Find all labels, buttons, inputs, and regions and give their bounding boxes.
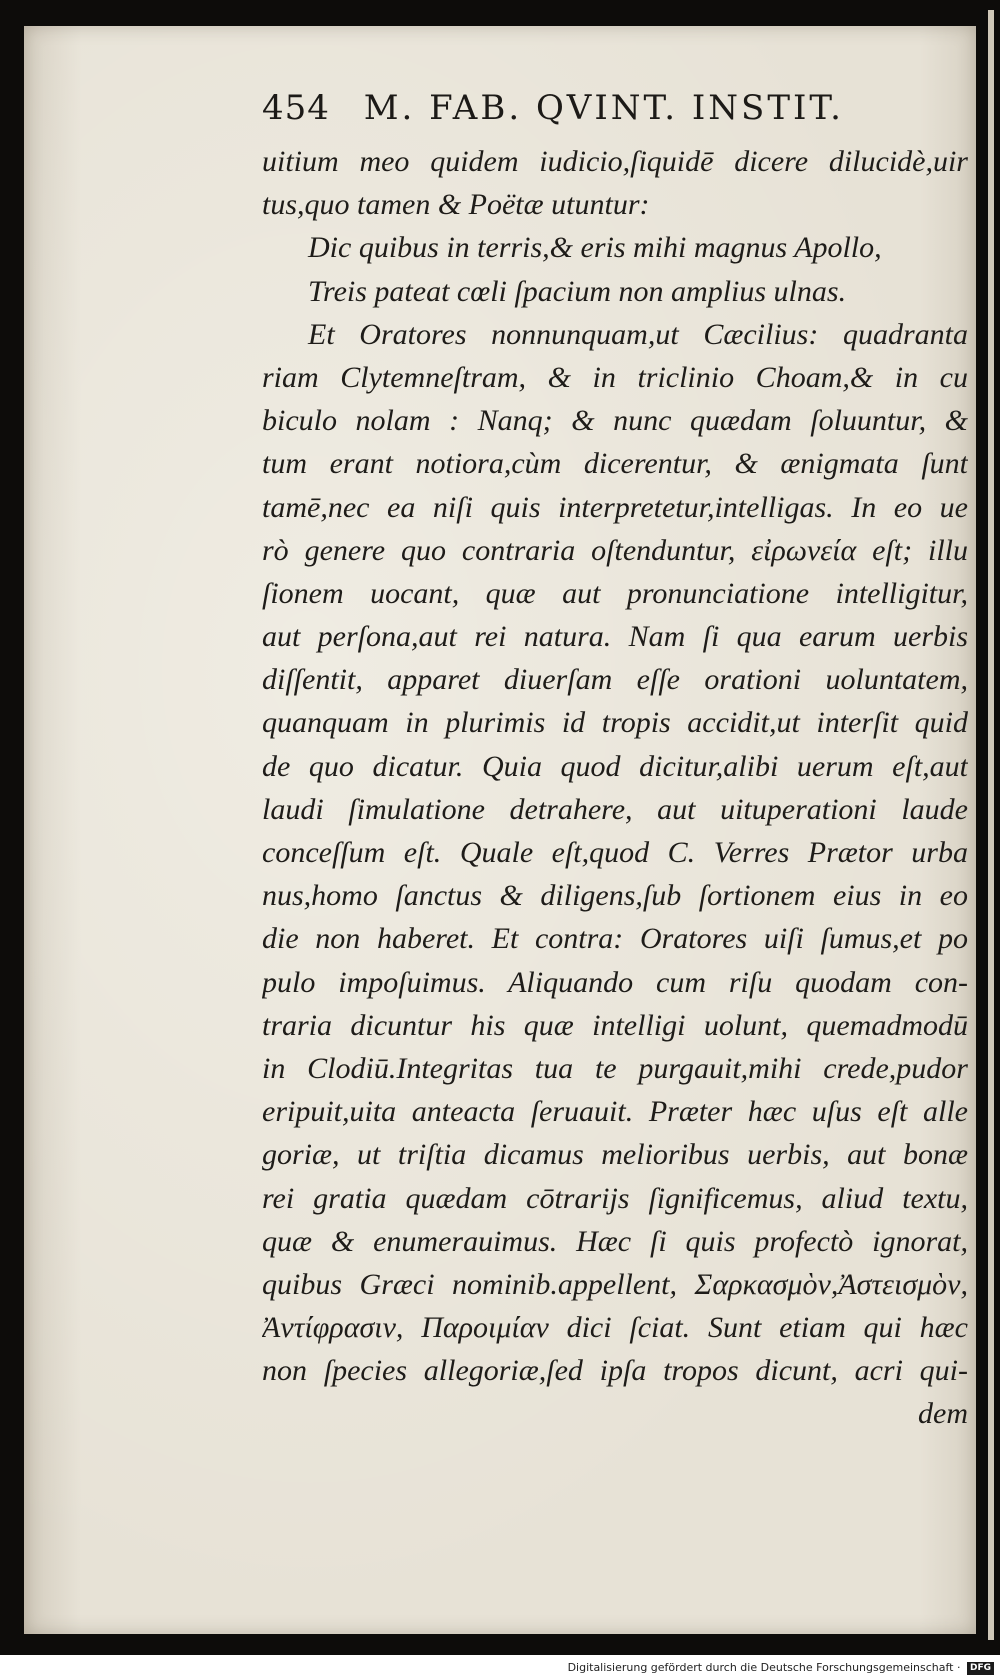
text-line: eripuit,uita anteacta ſeruauit. Præter hæc uſus eſt alle	[262, 1095, 968, 1129]
page-header	[262, 88, 902, 136]
credit-text: Digitalisierung gefördert durch die Deutsche Forschungsgemeinschaft ·	[567, 1661, 961, 1674]
text-line: biculo nolam : Nanq; & nunc quædam ſoluuntur, &	[262, 404, 968, 438]
text-line: aut perſona,aut rei natura. Nam ſi qua earum uerbis	[262, 620, 968, 654]
running-title: M. FAB. QVINT. INSTIT.	[363, 88, 844, 128]
text-line: tus,quo tamen & Poëtæ utuntur:	[262, 188, 650, 222]
text-line: diſſentit, apparet diuerſam eſſe orationi uoluntatem,	[262, 663, 968, 697]
text-line: Et Oratores nonnunquam,ut Cæcilius: quadranta	[308, 317, 968, 351]
text-line: Treis pateat cœli ſpacium non amplius ulnas.	[308, 274, 847, 308]
text-line: laudi ſimulatione detrahere, aut uituperationi laude	[262, 792, 968, 826]
text-line: tamē,nec ea niſi quis interpretetur,intelligas. In eo ue	[262, 490, 968, 524]
body-text	[262, 140, 968, 1436]
text-line: pulo impoſuimus. Aliquando cum riſu quodam con-	[262, 965, 968, 999]
text-line: quæ & enumerauimus. Hæc ſi quis profectò ignorat,	[262, 1224, 968, 1258]
text-line: quanquam in plurimis id tropis accidit,ut interſit quid	[262, 706, 968, 740]
page-number: 454	[262, 88, 330, 128]
text-line: in Clodiū.Integritas tua te purgauit,mihi crede,pudor	[262, 1051, 968, 1085]
text-line: Ἀντίφρασιν, Παροιμίαν dici ſciat. Sunt etiam qui hæc	[262, 1311, 968, 1345]
text-line: dem	[918, 1397, 968, 1431]
text-line: nus,homo ſanctus & diligens,ſub ſortionem eius in eo	[262, 879, 968, 913]
text-line: uitium meo quidem iudicio,ſiquidē dicere dilucidè,uir	[262, 145, 968, 178]
page-edge	[988, 10, 994, 1640]
text-line: Dic quibus in terris,& eris mihi magnus Apollo,	[308, 231, 882, 265]
text-line: riam Clytemneſtram, & in triclinio Choam,& in cu	[262, 360, 968, 394]
text-line: goriæ, ut triſtia dicamus melioribus uerbis, aut bonæ	[262, 1138, 968, 1172]
text-line: quibus Græci nominib.appellent, Σαρκασμὸν,Ἀστεισμὸν,	[262, 1267, 968, 1301]
text-line: rò genere quo contraria oſtenduntur, εἰρωνεία eſt; illu	[262, 533, 968, 567]
text-line: traria dicuntur his quæ intelligi uolunt, quemadmodū	[262, 1008, 968, 1042]
text-line: die non haberet. Et contra: Oratores uiſi ſumus,et po	[262, 922, 968, 956]
text-line: conceſſum eſt. Quale eſt,quod C. Verres Prætor urba	[262, 836, 968, 869]
digitization-credit	[568, 1660, 994, 1676]
text-line: de quo dicatur. Quia quod dicitur,alibi uerum eſt,aut	[262, 749, 968, 783]
text-line: ſionem uocant, quæ aut pronunciatione intelligitur,	[262, 576, 968, 610]
text-line: non ſpecies allegoriæ,ſed ipſa tropos dicunt, acri qui-	[262, 1354, 968, 1388]
dfg-logo: DFG	[967, 1662, 994, 1675]
text-line: tum erant notiora,cùm dicerentur, & ænigmata ſunt	[262, 447, 968, 481]
text-line: rei gratia quædam cōtrarijs ſignificemus, aliud textu,	[262, 1181, 968, 1215]
